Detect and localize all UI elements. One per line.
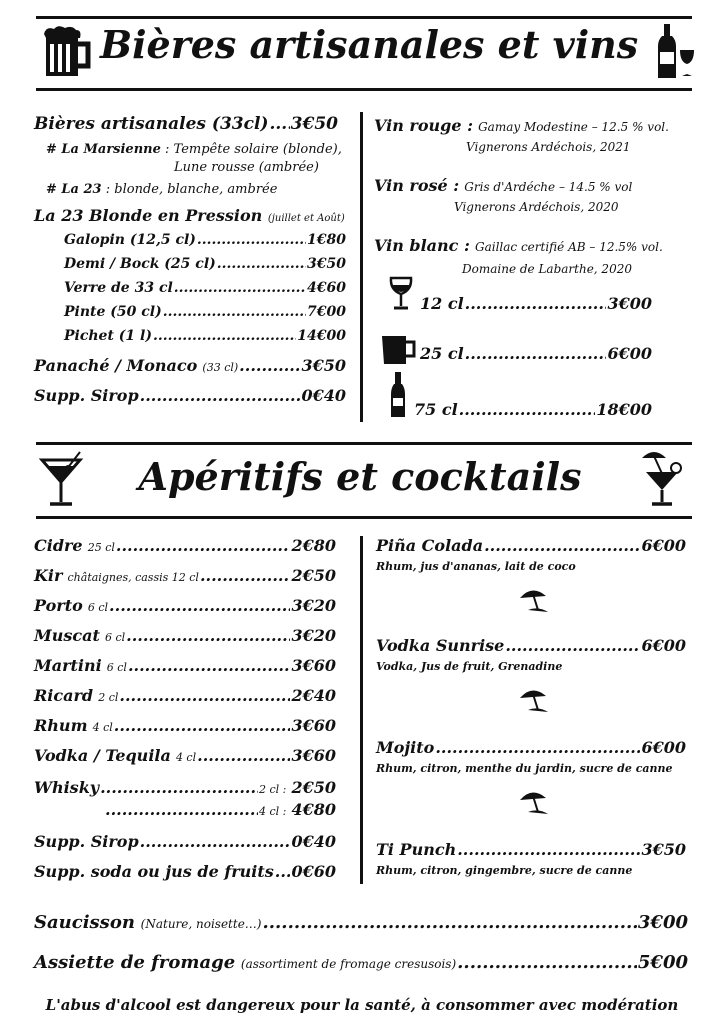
cocktail-umbrella-icon <box>518 686 550 716</box>
header-bottom-rule <box>36 88 692 91</box>
pitcher-icon <box>380 334 418 366</box>
aperitif-row: Muscat 6 cl ..... 3€20 <box>34 626 336 645</box>
wine-size-row: 12 cl ..... 3€00 <box>420 294 652 313</box>
cocktail-row: Mojito ..... 6€00 <box>376 738 686 757</box>
cocktail-umbrella-icon <box>518 586 550 616</box>
vin-rouge-line: Vin rouge : Gamay Modestine – 12.5 % vol. <box>374 116 669 135</box>
wine-bottle-glass-icon <box>656 22 696 80</box>
aperitifs-bottom-rule <box>36 516 692 519</box>
cocktail-description: Vodka, Jus de fruit, Grenadine <box>376 660 563 673</box>
snack-row: Saucisson (Nature, noisette…) ..... 3€00 <box>34 912 688 933</box>
whisky-row: Whisky ..... 2 cl : 2€50 <box>34 778 336 797</box>
vin-rouge-producer: Vignerons Ardéchois, 2021 <box>466 140 631 154</box>
pression-item: Galopin (12,5 cl) ..... 1€80 <box>64 232 346 248</box>
cocktail-description: Rhum, jus d'ananas, lait de coco <box>376 560 576 573</box>
bottom-column-divider <box>360 536 363 884</box>
panache-row: Panaché / Monaco (33 cl) ..... 3€50 <box>34 356 346 375</box>
aperitif-row: Porto 6 cl ..... 3€20 <box>34 596 336 615</box>
cocktail-umbrella-glass-icon <box>638 448 686 508</box>
snack-row: Assiette de fromage (assortiment de fromage cresusois) ..... 5€00 <box>34 952 688 973</box>
aperitifs-section-title: Apéritifs et cocktails <box>138 454 582 499</box>
beer-sirop-row: Supp. Sirop ..... 0€40 <box>34 386 346 405</box>
aperitif-row: Kir châtaignes, cassis 12 cl ..... 2€50 <box>34 566 336 585</box>
aperitif-row: Ricard 2 cl ..... 2€40 <box>34 686 336 705</box>
whisky-row-2: ..... 4 cl : 4€80 <box>104 800 336 819</box>
cocktail-row: Ti Punch ..... 3€50 <box>376 840 686 859</box>
top-column-divider <box>360 112 363 422</box>
wine-size-row: 75 cl ..... 18€00 <box>414 400 652 419</box>
marsienne-line-2: Lune rousse (ambrée) <box>174 160 319 175</box>
marsienne-line: # La Marsienne : Tempête solaire (blonde), <box>46 142 342 157</box>
pression-item: Pinte (50 cl) ..... 7€00 <box>64 304 346 320</box>
cocktail-row: Vodka Sunrise ..... 6€00 <box>376 636 686 655</box>
cocktail-row: Piña Colada ..... 6€00 <box>376 536 686 555</box>
aperitif-row: Vodka / Tequila 4 cl ..... 3€60 <box>34 746 336 765</box>
vin-blanc-line: Vin blanc : Gaillac certifié AB – 12.5% vol. <box>374 236 663 255</box>
craft-beer-row: Bières artisanales (33cl) ..... 3€50 <box>34 114 338 134</box>
beer-mug-icon <box>40 24 92 80</box>
aperitif-row: Martini 6 cl ..... 3€60 <box>34 656 336 675</box>
martini-glass-icon <box>40 452 84 510</box>
aperitif-row: Rhum 4 cl ..... 3€60 <box>34 716 336 735</box>
aperitif-row: Cidre 25 cl ..... 2€80 <box>34 536 336 555</box>
beers-section-title: Bières artisanales et vins <box>100 22 639 67</box>
footer-warning: L'abus d'alcool est dangereux pour la santé, à consommer avec modération <box>45 996 679 1014</box>
la23-line: # La 23 : blonde, blanche, ambrée <box>46 182 278 197</box>
cocktail-description: Rhum, citron, gingembre, sucre de canne <box>376 864 633 877</box>
wine-glass-icon <box>388 276 414 312</box>
wine-size-row: 25 cl ..... 6€00 <box>420 344 652 363</box>
vin-rose-line: Vin rosé : Gris d'Ardéche – 14.5 % vol <box>374 176 633 195</box>
cocktail-umbrella-icon <box>518 788 550 818</box>
top-rule <box>36 16 692 19</box>
pression-item: Demi / Bock (25 cl) ..... 3€50 <box>64 256 346 272</box>
pression-item: Verre de 33 cl ..... 4€60 <box>64 280 346 296</box>
wine-bottle-icon <box>390 372 406 418</box>
aperitif-sirop-row: Supp. Sirop ..... 0€40 <box>34 832 336 851</box>
aperitifs-top-rule <box>36 442 692 445</box>
cocktail-description: Rhum, citron, menthe du jardin, sucre de canne <box>376 762 673 775</box>
soda-row: Supp. soda ou jus de fruits ..... 0€60 <box>34 862 336 881</box>
pression-title: La 23 Blonde en Pression (juillet et Août) <box>34 206 345 225</box>
vin-blanc-producer: Domaine de Labarthe, 2020 <box>462 262 632 276</box>
vin-rose-producer: Vignerons Ardéchois, 2020 <box>454 200 619 214</box>
pression-item: Pichet (1 l) ..... 14€00 <box>64 328 346 344</box>
